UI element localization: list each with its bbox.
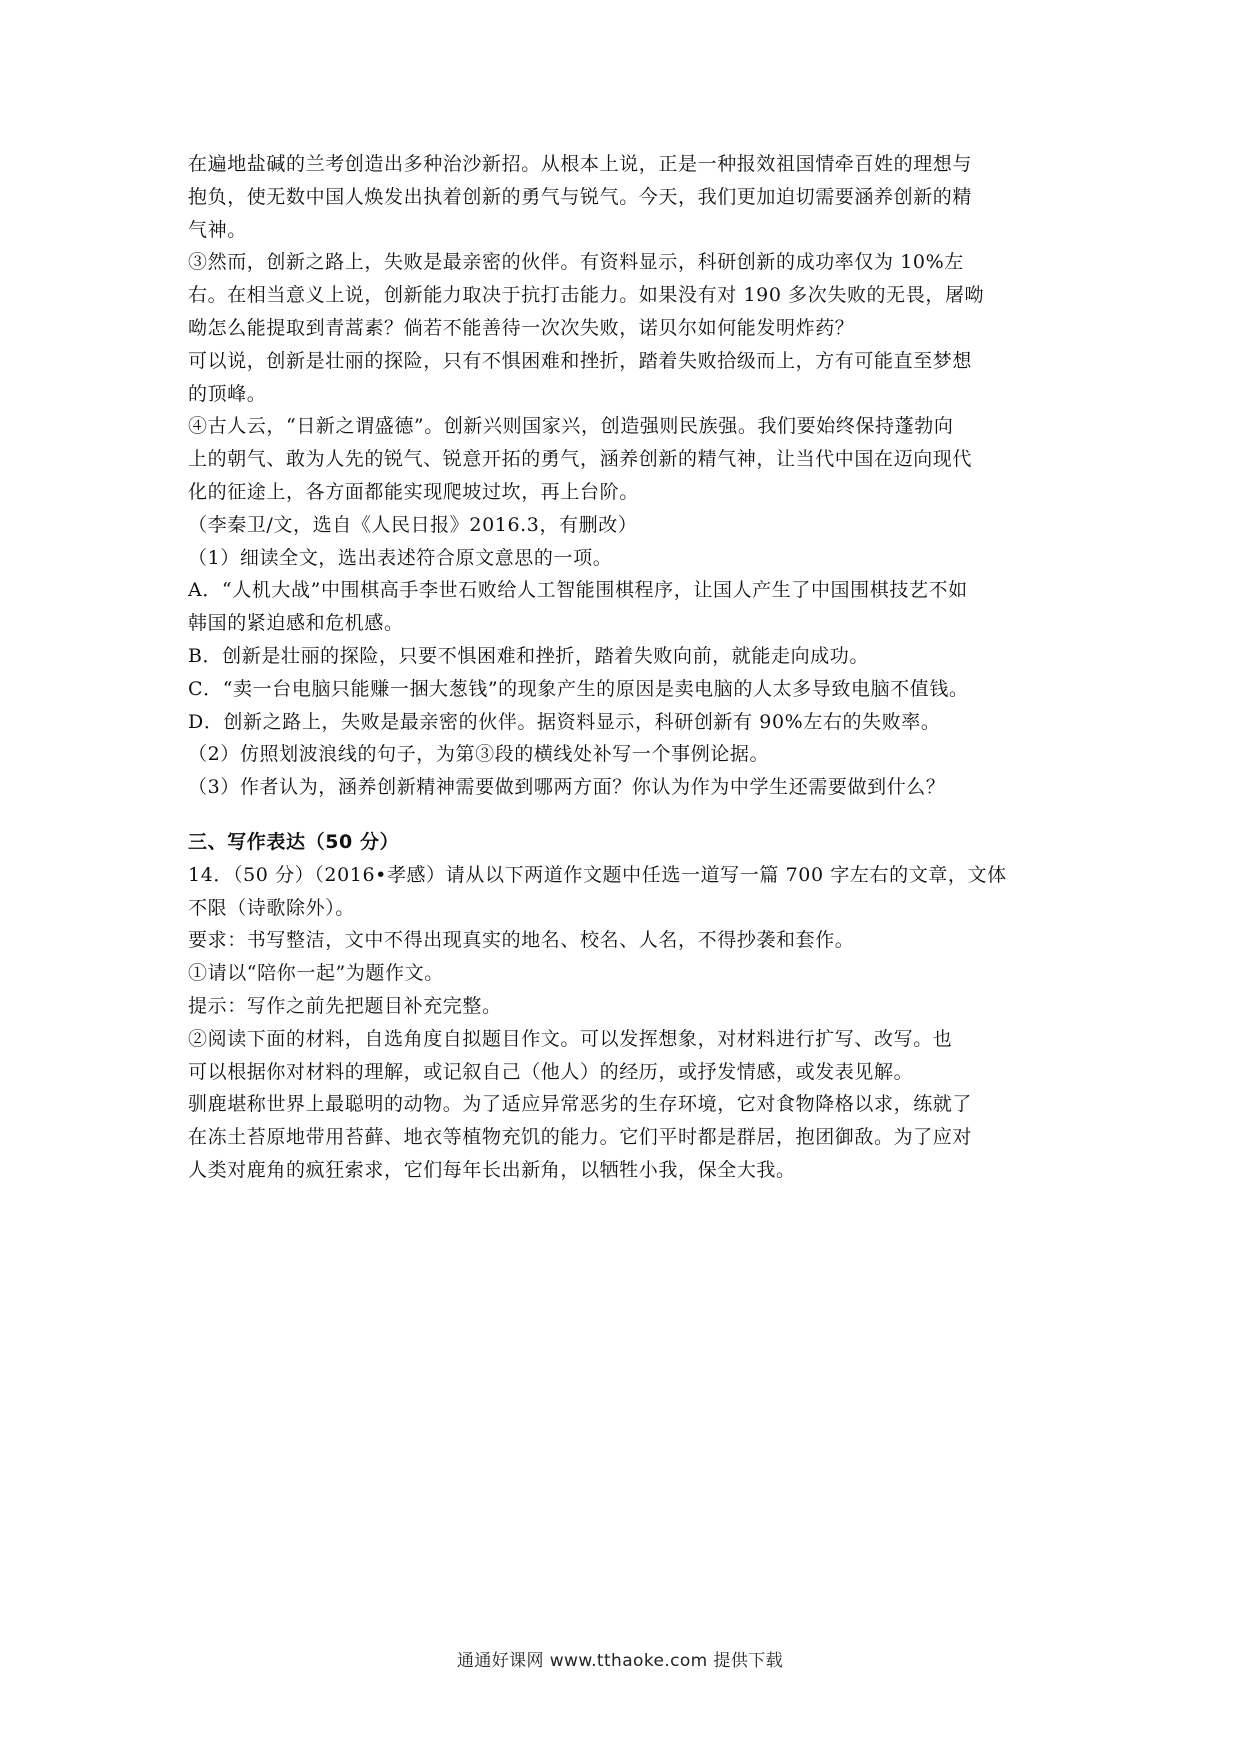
passage-line: 气神。	[188, 218, 247, 241]
passage-line: 上的朝气、敢为人先的锐气、锐意开拓的勇气，涵养创新的精气神，让当代中国在迈向现代	[188, 448, 973, 471]
writing-line: 可以根据你对材料的理解，或记叙自己（他人）的经历，或抒发情感，或发表见解。	[188, 1060, 914, 1083]
passage-line: 在遍地盐碱的兰考创造出多种治沙新招。从根本上说，正是一种报效祖国情牵百姓的理想与	[188, 153, 973, 175]
option-line: B．创新是壮丽的探险，只要不惧困难和挫折，踏着失败向前，就能走向成功。	[188, 644, 869, 667]
option-line: D．创新之路上，失败是最亲密的伙伴。据资料显示，科研创新有 90%左右的失败率。	[188, 710, 941, 733]
passage-line: 的顶峰。	[188, 382, 267, 405]
reading-passage	[188, 148, 1060, 542]
writing-line: 驯鹿堪称世界上最聪明的动物。为了适应异常恶劣的生存环境，它对食物降格以求，练就了	[188, 1093, 973, 1116]
writing-line: 14．（50 分）（2016•孝感）请从以下两道作文题中任选一道写一篇 700 字左右的文章，文体	[188, 863, 1007, 886]
writing-line: 要求：书写整洁，文中不得出现真实的地名、校名、人名，不得抄袭和套作。	[188, 929, 855, 952]
passage-line: ④古人云，“日新之谓盛德”。创新兴则国家兴，创造强则民族强。我们要始终保持蓬勃向	[188, 415, 954, 438]
writing-line: 提示：写作之前先把题目补充完整。	[188, 994, 502, 1017]
page-footer: 通通好课网 www.tthaoke.com 提供下载	[456, 1651, 784, 1671]
section-heading: 三、写作表达（50 分）	[188, 830, 400, 853]
writing-line: 在冻土苔原地带用苔藓、地衣等植物充饥的能力。它们平时都是群居，抱团御敌。为了应对	[188, 1126, 973, 1149]
page-content	[188, 148, 1060, 1187]
writing-line: 人类对鹿角的疯狂索求，它们每年长出新角，以牺牲小我，保全大我。	[188, 1158, 796, 1181]
option-line: A．“人机大战”中围棋高手李世石败给人工智能围棋程序，让国人产生了中国围棋技艺不如	[188, 579, 968, 602]
question-line: （3）作者认为，涵养创新精神需要做到哪两方面？你认为作为中学生还需要做到什么？	[188, 776, 946, 799]
option-line: C．“卖一台电脑只能赚一捆大葱钱”的现象产生的原因是卖电脑的人太多导致电脑不值钱。	[188, 677, 969, 700]
passage-line: 可以说，创新是壮丽的探险，只有不惧困难和挫折，踏着失败拾级而上，方有可能直至梦想	[188, 349, 973, 372]
passage-line: 抱负，使无数中国人焕发出执着创新的勇气与锐气。今天，我们更加迫切需要涵养创新的精	[188, 185, 973, 208]
passage-line: 呦怎么能提取到青蒿素？倘若不能善待一次次失败，诺贝尔如何能发明炸药？	[188, 316, 855, 339]
reading-questions	[188, 542, 1060, 804]
writing-line: ①请以“陪你一起”为题作文。	[188, 962, 444, 985]
writing-line: ②阅读下面的材料，自选角度自拟题目作文。可以发挥想象，对材料进行扩写、改写。也	[188, 1027, 953, 1050]
passage-line: 化的征途上，各方面都能实现爬坡过坎，再上台阶。	[188, 480, 639, 503]
option-line: 韩国的紧迫感和危机感。	[188, 612, 404, 635]
passage-line: 右。在相当意义上说，创新能力取决于抗打击能力。如果没有对 190 多次失败的无畏，屠呦	[188, 284, 985, 307]
question-line: （2）仿照划波浪线的句子，为第③段的横线处补写一个事例论据。	[188, 743, 770, 766]
passage-line: ③然而，创新之路上，失败是最亲密的伙伴。有资料显示，科研创新的成功率仅为 10%左	[188, 251, 964, 274]
writing-line: 不限（诗歌除外）。	[188, 896, 355, 919]
writing-section	[188, 826, 1060, 1187]
source-citation: （李秦卫/文，选自《人民日报》2016.3，有删改）	[188, 513, 638, 536]
question-line: （1）细读全文，选出表述符合原文意思的一项。	[188, 546, 613, 569]
